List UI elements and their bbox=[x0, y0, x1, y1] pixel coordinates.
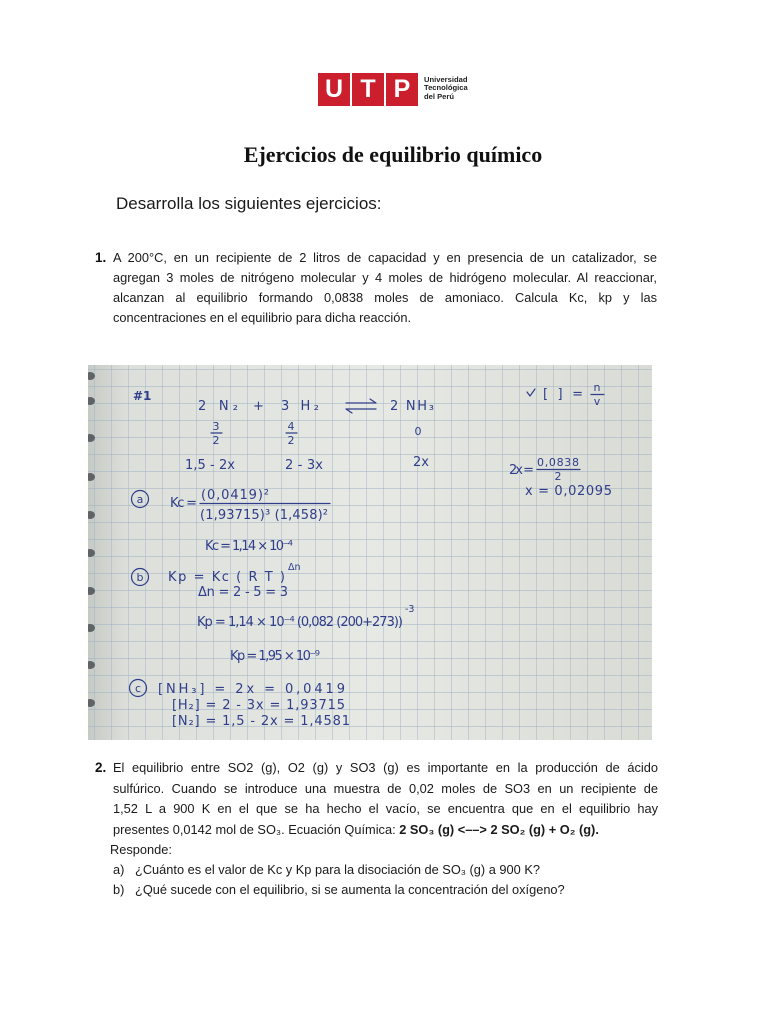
page-title: Ejercicios de equilibrio químico bbox=[243, 142, 543, 167]
x-solution-denominator: 2 bbox=[554, 470, 562, 483]
logo-name-line: del Perú bbox=[424, 91, 454, 101]
plus-sign: + bbox=[253, 399, 264, 414]
utp-logo bbox=[318, 73, 478, 106]
h2-concentration: [H₂] = 2 - 3x = 1,93715 bbox=[172, 698, 345, 713]
kp-substitution-exponent: -3 bbox=[405, 604, 415, 615]
n2-equilibrium: 1,5 - 2x bbox=[185, 458, 235, 473]
question-text: ¿Qué sucede con el equilibrio, si se aumenta la concentración del oxígeno? bbox=[135, 882, 565, 897]
reactant-n2: 2 N₂ bbox=[198, 399, 238, 414]
exercise-1-line: agregan 3 moles de nitrógeno molecular y 4 moles de hidrógeno molecular. Al reaccionar, bbox=[113, 270, 657, 285]
exercise-2-statement bbox=[113, 758, 658, 840]
question-a bbox=[113, 860, 540, 880]
exercise-2-line: 1,52 L a 900 K en el que se ha hecho el vacío, se encuentra que en el equilibrio hay bbox=[113, 801, 658, 817]
x-solution-lhs: 2x = bbox=[509, 463, 534, 478]
question-marker: a) bbox=[113, 862, 125, 877]
respond-prompt: Responde: bbox=[110, 842, 172, 857]
exercise-2-line: El equilibrio entre SO2 (g), O2 (g) y SO3 (g) es importante en la producción de ácido bbox=[113, 760, 658, 775]
x-solution-numerator: 0,0838 bbox=[537, 456, 579, 469]
n2-initial-denominator: 2 bbox=[212, 434, 220, 447]
question-text: ¿Cuánto es el valor de Kc y Kp para la disociación de SO₃ (g) a 900 K? bbox=[135, 862, 540, 877]
nh3-concentration: [NH₃] = 2x = 0,0419 bbox=[158, 682, 345, 697]
kp-formula-exponent: Δn bbox=[288, 562, 301, 573]
exercise-label: #1 bbox=[133, 389, 152, 403]
exercise-1-line: concentraciones en el equilibrio para dicha reacción. bbox=[113, 310, 412, 325]
kc-lhs: Kc = bbox=[170, 496, 197, 511]
logo-university-name bbox=[424, 76, 468, 101]
exercise-2-line bbox=[113, 820, 658, 841]
delta-n: Δn = 2 - 5 = 3 bbox=[198, 585, 288, 600]
product-nh3: 2 NH₃ bbox=[390, 399, 434, 414]
chemical-equation: 2 SO₃ (g) <––> 2 SO₂ (g) + O₂ (g). bbox=[399, 821, 599, 837]
exercise-1-statement bbox=[113, 248, 657, 328]
reactant-h2: 3 H₂ bbox=[281, 399, 319, 414]
exercise-2-number: 2. bbox=[95, 760, 107, 775]
logo-letter-t: T bbox=[352, 73, 384, 106]
logo-name-line: Universidad bbox=[424, 75, 468, 84]
part-a-marker: a bbox=[136, 493, 144, 506]
concentration-denominator: v bbox=[593, 395, 601, 408]
h2-initial-numerator: 4 bbox=[287, 420, 295, 433]
kp-result: Kp = 1,95 × 10⁻⁹ bbox=[230, 649, 320, 664]
question-marker: b) bbox=[113, 882, 125, 897]
kc-result: Kc = 1,14 × 10⁻⁴ bbox=[205, 539, 293, 554]
kc-denominator: (1,93715)³ (1,458)² bbox=[200, 508, 328, 523]
n2-concentration: [N₂] = 1,5 - 2x = 1,4581 bbox=[172, 714, 350, 729]
logo-letter-u: U bbox=[318, 73, 350, 106]
exercise-2-last-line-text: presentes 0,0142 mol de SO₃. Ecuación Química: bbox=[113, 821, 400, 837]
x-solution-result: x = 0,02095 bbox=[525, 484, 612, 499]
logo-name-line: Tecnológica bbox=[424, 83, 468, 93]
exercise-1-number: 1. bbox=[95, 250, 107, 265]
kc-numerator: (0,0419)² bbox=[201, 488, 269, 503]
h2-equilibrium: 2 - 3x bbox=[285, 458, 323, 473]
handwritten-solution-photo bbox=[88, 365, 652, 740]
exercise-1-line: alcanzan al equilibrio formando 0,0838 moles de amoniaco. Calcula Kc, kp y las bbox=[113, 290, 657, 305]
nh3-initial: 0 bbox=[414, 425, 422, 438]
kp-formula: Kp = Kc ( R T ) bbox=[168, 570, 285, 585]
part-c-marker: c bbox=[134, 682, 142, 695]
instructions-heading: Desarrolla los siguientes ejercicios: bbox=[116, 194, 382, 213]
concentration-numerator: n bbox=[593, 381, 601, 394]
exercise-1-line: A 200°C, en un recipiente de 2 litros de capacidad y en presencia de un catalizador, se bbox=[113, 250, 657, 265]
h2-initial-denominator: 2 bbox=[287, 434, 295, 447]
question-b bbox=[113, 880, 565, 900]
concentration-lhs: [ ] = bbox=[543, 387, 583, 402]
logo-letter-p: P bbox=[386, 73, 418, 106]
nh3-equilibrium: 2x bbox=[413, 455, 429, 470]
part-b-marker: b bbox=[136, 571, 144, 584]
kp-substitution: Kp = 1,14 × 10⁻⁴ (0,082 (200+273)) bbox=[197, 615, 403, 630]
exercise-2-line: sulfúrico. Cuando se introduce una muestra de 0,02 moles de SO3 en un recipiente de bbox=[113, 780, 658, 796]
n2-initial-numerator: 3 bbox=[212, 420, 220, 433]
